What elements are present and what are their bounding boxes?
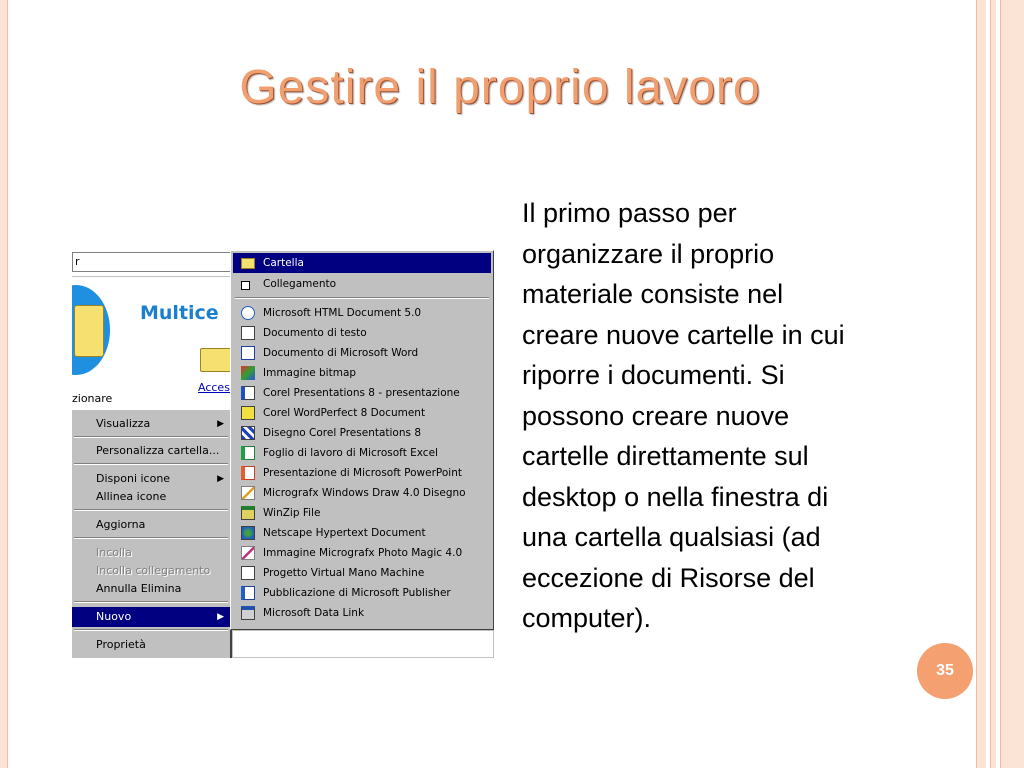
submenu-item-label: Corel Presentations 8 - presentazione — [263, 387, 460, 399]
menu-item-aggiorna[interactable] — [72, 515, 230, 535]
menu-item-allinea-icone[interactable] — [72, 487, 230, 507]
submenu-item-virtual-mano[interactable] — [233, 563, 491, 583]
menu-item-proprieta[interactable] — [72, 635, 230, 655]
sidebar-text: zionare — [72, 392, 113, 405]
menu-item-personalizza-cartella[interactable] — [72, 441, 230, 461]
menu-separator — [74, 463, 228, 465]
submenu-item-label: Progetto Virtual Mano Machine — [263, 567, 425, 579]
html-document-icon — [241, 306, 255, 320]
explorer-screenshot — [72, 250, 494, 658]
menu-separator — [74, 629, 228, 631]
submenu-item-label: Pubblicazione di Microsoft Publisher — [263, 587, 451, 599]
submenu-item-label: Presentazione di Microsoft PowerPoint — [263, 467, 462, 479]
submenu-item-wordperfect[interactable] — [233, 403, 491, 423]
submenu-item-label: Immagine Micrografx Photo Magic 4.0 — [263, 547, 463, 559]
submenu-arrow-icon: ▶ — [217, 612, 224, 622]
slide-number-badge: 35 — [917, 643, 973, 699]
menu-item-label: Incolla collegamento — [96, 564, 211, 577]
submenu-item-excel[interactable] — [233, 443, 491, 463]
submenu-item-corel-disegno[interactable] — [233, 423, 491, 443]
excel-icon — [241, 446, 255, 460]
submenu-item-micrografx-draw[interactable] — [233, 483, 491, 503]
submenu-item-label: Foglio di lavoro di Microsoft Excel — [263, 447, 438, 459]
submenu-item-label: Disegno Corel Presentations 8 — [263, 427, 422, 439]
new-submenu — [230, 250, 494, 630]
submenu-item-label: Netscape Hypertext Document — [263, 527, 426, 539]
slide-title: Gestire il proprio lavoro — [239, 61, 761, 114]
submenu-item-winzip[interactable] — [233, 503, 491, 523]
menu-separator — [74, 509, 228, 511]
submenu-separator — [235, 297, 489, 299]
submenu-item-cartella[interactable] — [233, 253, 491, 273]
corel-presentations-icon — [241, 386, 255, 400]
folder-icon[interactable] — [200, 348, 232, 372]
corel-drawing-icon — [241, 426, 255, 440]
menu-item-nuovo[interactable] — [72, 607, 230, 627]
menu-item-label: Allinea icone — [96, 490, 167, 503]
submenu-item-label: Immagine bitmap — [263, 367, 357, 379]
menu-separator — [74, 601, 228, 603]
menu-separator — [74, 436, 228, 438]
submenu-item-label: Documento di Microsoft Word — [263, 347, 419, 359]
shortcut-icon — [241, 281, 250, 290]
menu-item-label: Proprietà — [96, 638, 146, 651]
data-link-icon — [241, 606, 255, 620]
submenu-item-publisher[interactable] — [233, 583, 491, 603]
menu-item-incolla-collegamento — [72, 561, 230, 581]
window-background-strip — [232, 630, 494, 658]
large-folder-icon — [74, 305, 104, 357]
powerpoint-icon — [241, 466, 255, 480]
menu-item-label: Nuovo — [96, 610, 132, 623]
micrografx-draw-icon — [241, 486, 255, 500]
context-menu — [72, 410, 232, 658]
submenu-item-photo-magic[interactable] — [233, 543, 491, 563]
netscape-icon — [241, 526, 255, 540]
menu-item-annulla-elimina[interactable] — [72, 579, 230, 599]
submenu-item-label: Documento di testo — [263, 327, 367, 339]
submenu-item-bitmap[interactable] — [233, 363, 491, 383]
submenu-item-html-document[interactable] — [233, 303, 491, 323]
winzip-icon — [241, 506, 255, 520]
submenu-item-label: Microsoft Data Link — [263, 607, 365, 619]
submenu-arrow-icon: ▶ — [217, 419, 224, 429]
submenu-item-label: Microsoft HTML Document 5.0 — [263, 307, 422, 319]
bitmap-icon — [241, 366, 255, 380]
menu-item-disponi-icone[interactable] — [72, 469, 230, 489]
publisher-icon — [241, 586, 255, 600]
submenu-item-collegamento[interactable] — [233, 274, 491, 294]
menu-item-label: Incolla — [96, 546, 132, 559]
menu-item-incolla — [72, 543, 230, 563]
menu-item-label: Annulla Elimina — [96, 582, 182, 595]
submenu-item-data-link[interactable] — [233, 603, 491, 623]
left-border-band — [0, 0, 8, 768]
menu-item-label: Personalizza cartella... — [96, 444, 220, 457]
menu-item-label: Disponi icone — [96, 472, 171, 485]
virtual-mano-icon — [241, 566, 255, 580]
folder-icon — [241, 258, 255, 269]
submenu-item-powerpoint[interactable] — [233, 463, 491, 483]
submenu-item-label: Collegamento — [263, 278, 337, 290]
submenu-item-word[interactable] — [233, 343, 491, 363]
submenu-item-label: WinZip File — [263, 507, 321, 519]
word-document-icon — [241, 346, 255, 360]
submenu-item-label: Corel WordPerfect 8 Document — [263, 407, 426, 419]
wordperfect-icon — [241, 406, 255, 420]
address-bar[interactable]: r — [72, 252, 232, 272]
submenu-arrow-icon: ▶ — [217, 474, 224, 484]
submenu-item-label: Cartella — [263, 257, 304, 269]
submenu-item-label: Micrografx Windows Draw 4.0 Disegno — [263, 487, 466, 499]
menu-item-visualizza[interactable] — [72, 414, 230, 434]
photo-magic-icon — [241, 546, 255, 560]
right-border-bands — [976, 0, 1024, 768]
submenu-item-corel-presentazione[interactable] — [233, 383, 491, 403]
folder-link[interactable]: Acces — [198, 381, 230, 394]
menu-item-label: Aggiorna — [96, 518, 146, 531]
folder-heading: Multice — [140, 302, 219, 324]
menu-item-label: Visualizza — [96, 417, 151, 430]
menu-separator — [74, 537, 228, 539]
submenu-item-netscape[interactable] — [233, 523, 491, 543]
slide-body-text: Il primo passo per organizzare il proprio materiale consiste nel creare nuove cartelle in cui riporre i documenti. Si possono creare nuove cartelle direttamente sul desktop o nella finestra di una cartella qualsiasi (ad eccezione di Risorse del computer). — [522, 198, 845, 633]
toolbar-divider — [72, 276, 232, 277]
submenu-item-documento-testo[interactable] — [233, 323, 491, 343]
text-document-icon — [241, 326, 255, 340]
